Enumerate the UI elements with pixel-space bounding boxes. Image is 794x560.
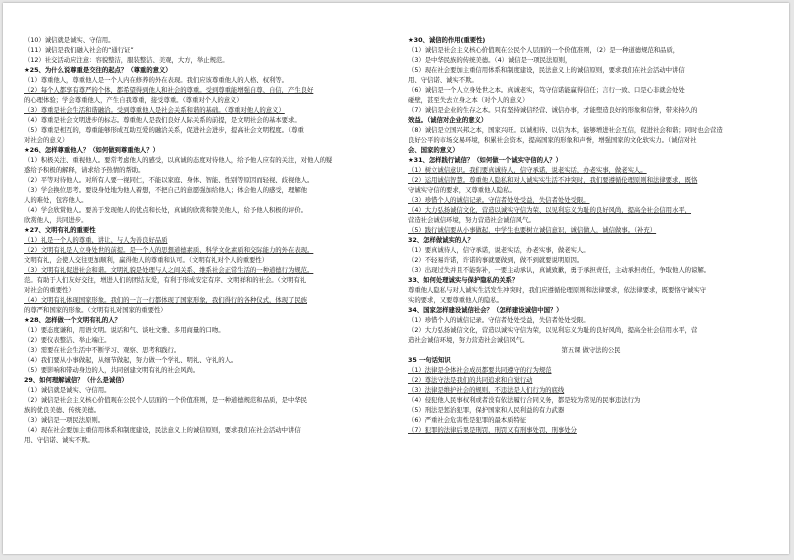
text-line: 文明有礼，会使人交往更加顺利，赢得他人的尊重和认可。（文明有礼对个人的重要性） <box>24 256 269 264</box>
text-line: 人的难处，包容他人。 <box>24 196 88 204</box>
text-line: （1）诚信就是诚实、守信用。 <box>24 386 111 394</box>
text-line: （7）犯罪的法律后果是刑罚，刑罚又有刑事处罚、刑事处分 <box>408 426 577 434</box>
text-line: （1）法律是全体社会成员都要共同遵守的行为规范 <box>408 366 552 374</box>
section-heading: ★27、文明有礼的重要性 <box>24 226 96 234</box>
left-column <box>24 35 390 545</box>
text-line: （2）尊法守法是我们的共同追求和自觉行动 <box>408 376 533 384</box>
text-line: （2）平等对待他人。对所有人要一视同仁，不能以家庭、身体、智能、性别等原因而轻视、歧视他人。 <box>24 176 314 184</box>
text-line: （5）刑法是惩治犯罪，保护国家和人民利益的有力武器 <box>408 406 565 414</box>
text-line: （3）出现过失并且不能弥补，一要主动承认，真诚致歉，勇于承担责任，主动承担责任，争取他人的谅解。 <box>408 266 711 274</box>
text-line: （1）要真诚待人，信守承诺，说老实话，办老实事，做老实人。 <box>408 246 590 254</box>
section-heading: 35 一句话知识 <box>408 356 451 364</box>
section-heading: ★26、怎样尊重他人？（如何做到尊重他人？） <box>24 146 159 154</box>
text-line: 效益。（诚信对企业的意义） <box>408 116 488 124</box>
section-heading: ★28、怎样做一个文明有礼的人？ <box>24 316 121 324</box>
text-line: 碰壁，甚至失去立身之本（对个人的意义） <box>408 96 529 104</box>
section-heading: 33、如何处理诚实与保护隐私的关系？ <box>408 276 519 284</box>
text-line: （3）尊重是社会生活和谐融洽。受到尊重他人是社会关系和谐的基础。（尊重对他人的意义） <box>24 106 285 114</box>
text-line: （2）诚信是社会主义核心价值观在公民个人层面的一个价值准则，是一种道德规范和品质，是中华民 <box>24 396 308 404</box>
text-line: （1）诚信是社会主义核心价值观在公民个人层面的一个价值准则，（2）是一种道德规范和品质， <box>408 46 680 54</box>
text-line: （3）是中华民族的传统美德。（4）诚信是一项民法原则， <box>408 56 572 64</box>
text-line: （2）大力弘扬诚信文化，营造以诚实守信为荣，以见利忘义为耻的良好风尚，提高全社会信用水平，营 <box>408 326 698 334</box>
text-line: （1）要态度谦和，用语文明。说话和气、谈吐文雅、多用商量的口吻。 <box>24 326 225 334</box>
text-line: （3）珍惜个人的诚信记录。守信者处处受益，失信者处处受限。 <box>408 196 590 204</box>
text-line: （1）礼是一个人的尊重、讲让、与人为善良好品质 <box>24 236 168 244</box>
text-line: （1）珍惜个人的诚信记录。守信者处处受益，失信者处处受限。 <box>408 316 590 324</box>
text-line: （4）大力弘扬诚信文化，营造以诚实守信为荣、以见利忘义为耻的良好风尚，提高全社会信用水平， <box>408 206 692 214</box>
text-line: （4）侵犯他人民事权利或者没有依法履行合同义务，都是较为常见的民事违法行为 <box>408 396 641 404</box>
text-line: 良好公平的市场交易环境，积累社会资本，提高国家的形象和声誉，增强国家的文化软实力。（诚信对社 <box>408 136 697 144</box>
text-line: 族的优良美德、传统美德。 <box>24 406 101 414</box>
text-line: 的尊严和国家的形象。（文明有礼对国家的重要性） <box>24 306 167 314</box>
text-line: （11）诚信是我们融入社会的“通行证” <box>24 46 134 54</box>
text-line: 尊重他人隐私与对人诚实生活发生冲突时，我们应遵循伦理原则和法律要求，依法律要求，既要恪守诚实守 <box>408 286 707 294</box>
text-line: 营造社会诚信环境，努力营造社会诚信风气。 <box>408 216 535 224</box>
text-line: （4）我们要从小事做起，从细节做起，努力做一个学礼、明礼、守礼的人。 <box>24 356 238 364</box>
text-line: （3）需要在社会生活中不断学习、观察、思考和践行。 <box>24 346 181 354</box>
text-line: 欣赏他人，共同进步。 <box>24 216 88 224</box>
text-line: （4）尊重是社会文明进步的标志。尊重他人是我们良好人际关系的前提，是文明社会的基本要求。 <box>24 116 301 124</box>
text-line: （3）学会换位思考。要设身处地为他人着想，不把自己的意愿强加给他人；体会他人的感受，理解他 <box>24 186 308 194</box>
text-line: （5）尊重是相互的，尊重能够形成互助互爱的融洽关系，促进社会进步，提高社会文明程度。（尊重 <box>24 126 304 134</box>
text-line: （1）积极关注、重视他人。要常考虑他人的感受，以真诚的态度对待他人，给予他人应有的关注，对他人的疑 <box>24 156 333 164</box>
text-line: （5）现在社会要加主重信用体系和制度建设，民法意义上的诚信原则，要求我们在社会活动中讲信 <box>408 66 685 74</box>
text-line: 的心理体验；学会尊重他人，产生自我尊重，接受尊重。（尊重对个人的意义） <box>24 96 243 104</box>
text-line: 范。有助于人们友好交往，增进人们的团结友爱，有利于形成安定有序、文明祥和的社会。（文明有礼 <box>24 276 307 284</box>
text-line: （2）每个人都享有尊严的个体，都希望得到他人和社会的尊重。受到尊重能增强自尊、自信，产生良好 <box>24 86 314 94</box>
text-line: （5）要影响和带动身边的人，共同创建文明有礼的社会风尚。 <box>24 366 200 374</box>
section-heading: ★25、为什么说尊重是交往的起点？（尊重的意义） <box>24 66 172 74</box>
text-line: （1）尊重他人，尊重他人是一个人内在修养的外在表现。我们应该尊重他人的人格、权利等。 <box>24 76 288 84</box>
text-line: （2）文明有礼是人立身处世的前提。是一个人的思想道德素质、科学文化素质和交际能力的外在表现。 <box>24 246 314 254</box>
text-line: 对社会的重要性） <box>24 286 75 294</box>
section-heading: 34、国家怎样建设诚信社会？（怎样建设诚信中国？） <box>408 306 563 314</box>
chapter-title: 第五课 做守法的公民 <box>561 346 621 354</box>
section-heading: 29、如何理解诚信？（什么是诚信） <box>24 376 128 384</box>
text-line: （10）诚信就是诚实、守信用。 <box>24 36 115 44</box>
text-line: 对社会的意义） <box>24 136 69 144</box>
text-line: （3）诚信是一项民法原则。 <box>24 416 105 424</box>
text-line: 造社会诚信环境，努力营造社会诚信风气。 <box>408 336 529 344</box>
text-line: （2）运用诚信智慧。尊重他人隐私和对人诚实实生活不冲突时，我们要遵循伦理原则和法律要求，既恪 <box>408 176 698 184</box>
right-column <box>408 35 774 545</box>
text-line: （5）践行诚信要从小事做起，中学生也要树立诚信意识，诚信做人，诚信做事。（补充） <box>408 226 657 234</box>
text-line: （12）社交活动应注意：容貌整洁，服装整洁、美观，大方，举止规范。 <box>24 56 229 64</box>
text-line: 用、守信诺、诚实不欺。 <box>408 76 478 84</box>
text-line: 守诚实守信的要求，又尊重他人隐私。 <box>408 186 516 194</box>
text-line: （4）学会欣赏他人。要善于发现他人的优点和长处，真诚的欣赏和赞美他人，给予他人积极的评价。 <box>24 206 308 214</box>
text-line: （2）要仪表整洁、举止端庄。 <box>24 336 111 344</box>
text-line: 惑给予积极的解释，请求给予热情的帮助。 <box>24 166 145 174</box>
text-line: （8）诚信是立国兴邦之本，国家兴旺。以诚相待、以信为本，能够增进社会互信，促进社会和谐；同时也会营造 <box>408 126 723 134</box>
section-heading: ★31、怎样践行诚信？（如何做一个诚实守信的人？） <box>408 156 562 164</box>
text-line: （2）不轻易许诺，许诺的事就要做到，做不到就要说明原因。 <box>408 256 584 264</box>
section-heading: ★30、诚信的作用(重要性) <box>408 36 486 44</box>
section-heading: 32、怎样做诚实的人？ <box>408 236 474 244</box>
text-line: （3）法律是维护社会的规则，不违法是人们行为的底线 <box>408 386 565 394</box>
text-line: 用、守信诺、诚实不欺。 <box>24 436 94 444</box>
text-line: （6）严重社会危害性是犯罪的最本质特征 <box>408 416 527 424</box>
text-line: （6）诚信是一个人立身处世之本。真诚老实，笃守信诺能赢得信任；言行一致、口是心非就会处处 <box>408 86 685 94</box>
document-page <box>3 3 789 554</box>
text-line: （7）诚信是企业的生存之本。只有坚持诚信经营、诚信办事，才能塑造良好的形象和信誉，带来持久的 <box>408 106 698 114</box>
text-line: （3）文明有礼促进社会和谐。文明礼貌是处理与人之间关系、维系社会正常生活的一种道德行为规范。 <box>24 266 314 274</box>
text-line: （4）文明有礼体现国家形象。我们的一言一行都体现了国家形象，我们得行的各种仪式，体现了民族 <box>24 296 308 304</box>
text-line: 实的要求，又要尊重他人的隐私。 <box>408 296 504 304</box>
text-line: 会、国家的意义） <box>408 146 459 154</box>
text-line: （4）现在社会要加主重信用体系和制度建设，民法意义上的诚信原则，要求我们在社会活动中讲信 <box>24 426 301 434</box>
text-line: （1）树立诚信意识。我们要真诚待人，信守承诺，说老实话，办老实事，做老实人。 <box>408 166 647 174</box>
